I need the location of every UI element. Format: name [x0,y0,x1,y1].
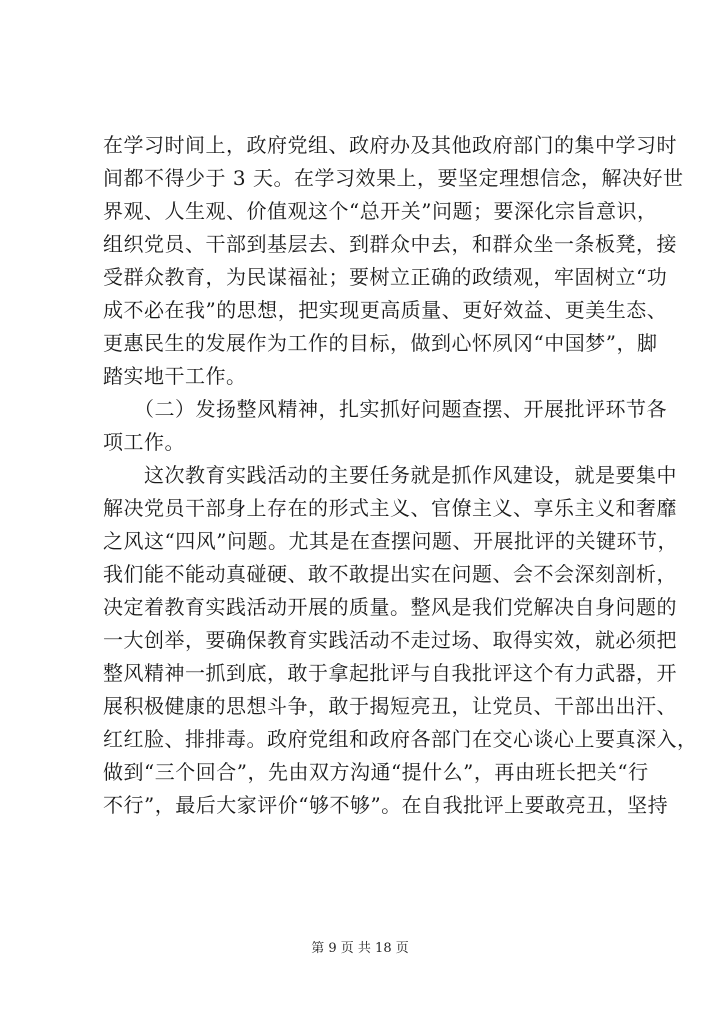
text-line: 不行”，最后大家评价“够不够”。在自我批评上要敢亮丑，坚持 [103,793,669,817]
body-text [103,129,698,822]
text-line: 红红脸、排排毒。政府党组和政府各部门在交心谈心上要真深入， [103,727,698,751]
text-line: 解决党员干部身上存在的形式主义、官僚主义、享乐主义和奢靡 [103,496,677,520]
text-line: 做到“三个回合”，先由双方沟通“提什么”，再由班长把关“行 [103,760,649,784]
text-line: 展积极健康的思想斗争，敢于揭短亮丑，让党员、干部出出汗、 [103,694,677,718]
text-line: 踏实地干工作。 [103,364,247,388]
text-line: 一大创举，要确保教育实践活动不走过场、取得实效，就必须把 [103,628,677,652]
text-line: 间都不得少于 3 天。在学习效果上，要坚定理想信念，解决好世 [103,166,684,190]
text-line: 在学习时间上，政府党组、政府办及其他政府部门的集中学习时 [103,133,677,157]
section-heading: （二）发扬整风精神，扎实抓好问题查摆、开展批评环节各 [103,397,667,421]
text-line: 受群众教育，为民谋福祉；要树立正确的政绩观，牢固树立“功 [103,265,668,289]
section-heading-cont: 项工作。 [103,430,185,454]
text-line: 成不必在我”的思想，把实现更高质量、更好效益、更美生态、 [103,298,668,322]
text-line: 整风精神一抓到底，敢于拿起批评与自我批评这个有力武器，开 [103,661,677,685]
page-number-footer: 第 9 页 共 18 页 [311,941,409,956]
text-line: 界观、人生观、价值观这个“总开关”问题；要深化宗旨意识， [103,199,658,223]
text-line: 我们能不能动真碰硬、敢不敢提出实在问题、会不会深刻剖析， [103,562,677,586]
text-line: 更惠民生的发展作为工作的目标，做到心怀夙冈“中国梦”，脚 [103,331,658,355]
text-line: 组织党员、干部到基层去、到群众中去，和群众坐一条板凳，接 [103,232,677,256]
text-line: 决定着教育实践活动开展的质量。整风是我们党解决自身问题的 [103,595,677,619]
text-line: 这次教育实践活动的主要任务就是抓作风建设，就是要集中 [103,463,677,487]
text-line: 之风这“四风”问题。尤其是在查摆问题、开展批评的关键环节， [103,529,678,553]
